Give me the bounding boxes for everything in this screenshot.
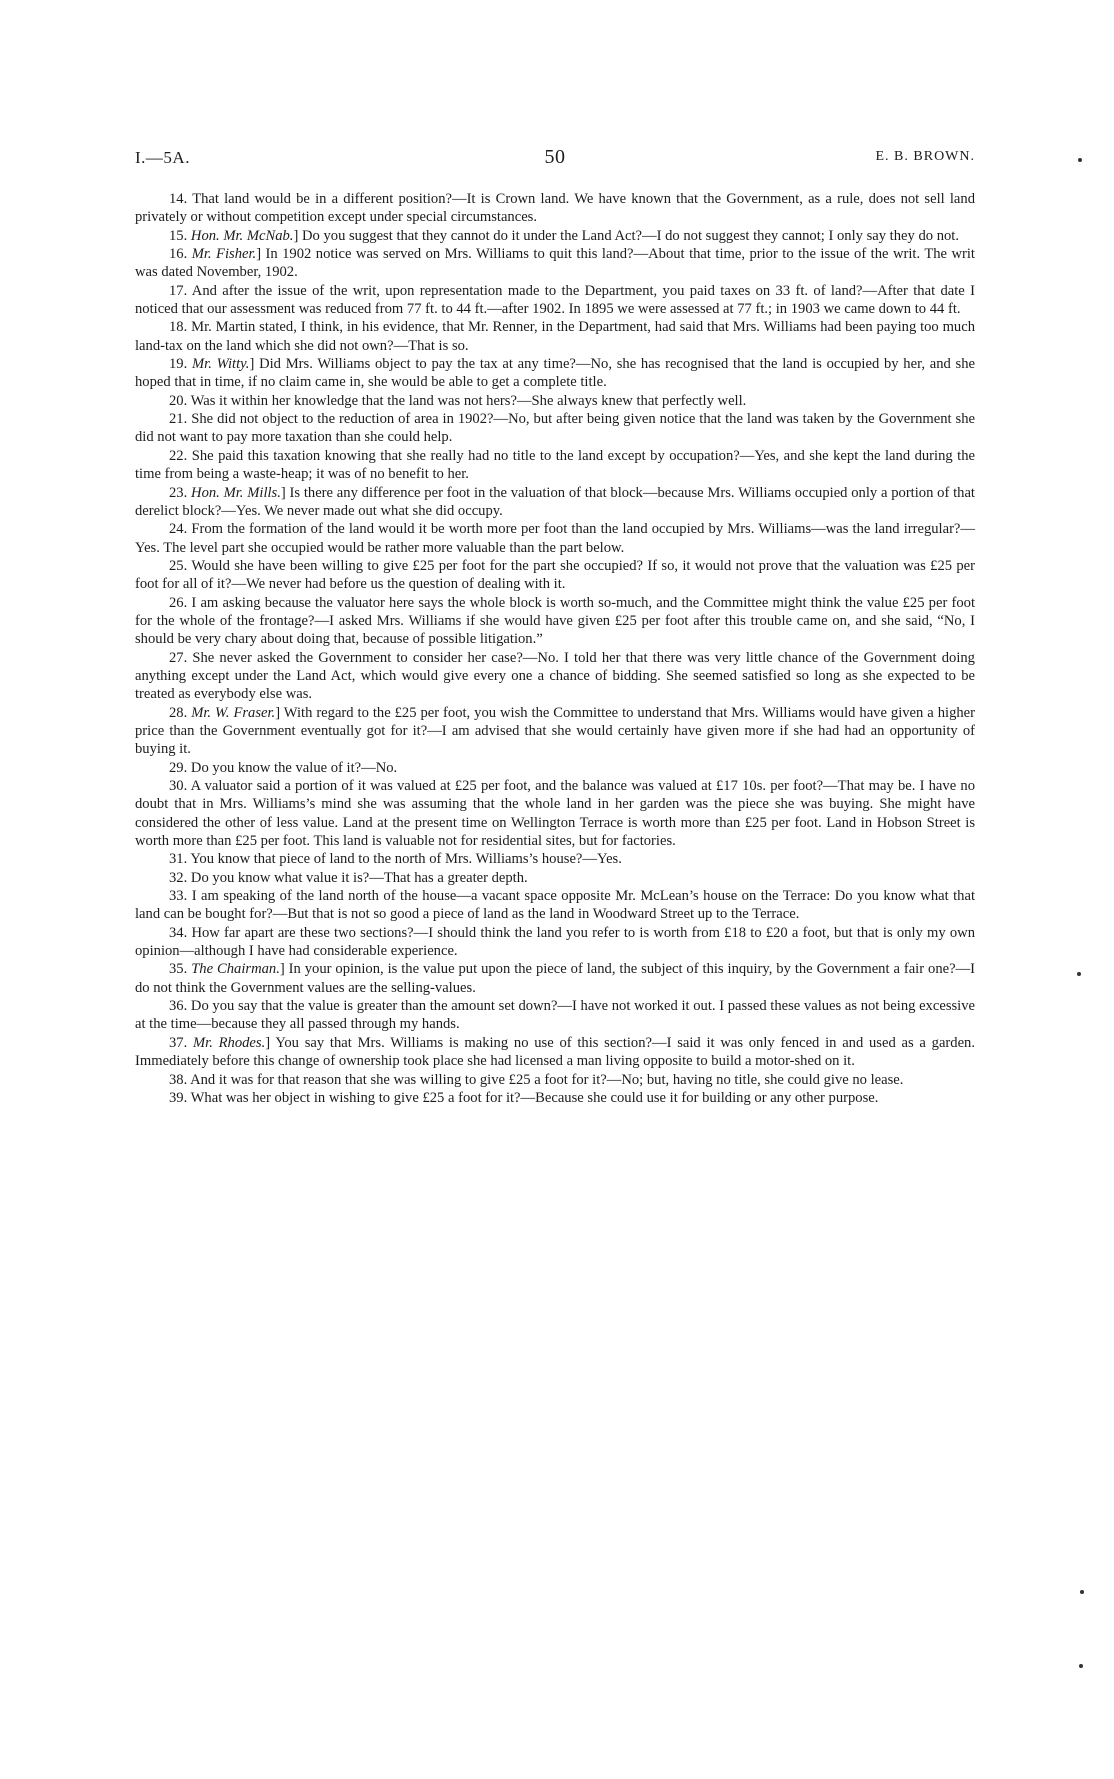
- paragraph-33: [135, 887, 975, 924]
- speaker-name: Mr. Fisher.: [191, 246, 257, 263]
- paragraph-text: Would she have been willing to give £25 per foot for the part she occupied? If so, it would not prove that the valuation was £25 per foot for all of it?—We never had before us the question of dealing with it.: [135, 557, 976, 593]
- paragraph-text: How far apart are these two sections?—I should think the land you refer to is worth from £18 to £20 a foot, but that is only my own opinion—although I have had considerable experience.: [135, 924, 975, 960]
- question-number: 31.: [169, 851, 188, 868]
- page-header: [135, 148, 975, 172]
- paragraph-20: [135, 392, 975, 410]
- paragraph-text: And it was for that reason that she was willing to give £25 a foot for it?—No; but, having no title, she could give no lease.: [190, 1071, 904, 1088]
- question-number: 25.: [169, 557, 188, 574]
- paragraph-text: In your opinion, is the value put upon the piece of land, the subject of this inquiry, by the Government a fair one?—I do not think the Government values are the selling-values.: [135, 961, 976, 996]
- paragraph-15: 15. Hon. Mr. McNab.] Do you suggest that they cannot do it under the Land Act?—I do not suggest they cannot; I only say they do not.: [169, 227, 959, 244]
- question-number: 32.: [169, 869, 188, 886]
- paragraph-text: That land would be in a different position?—It is Crown land. We have known that the Government, as a rule, does not sell land privately or without competition except under special circumstances.: [135, 191, 975, 226]
- question-number: 34.: [169, 924, 188, 941]
- page-number: 50: [544, 146, 566, 168]
- paragraph-26: [135, 594, 975, 649]
- speaker-name: Hon. Mr. Mills.: [191, 484, 281, 501]
- margin-speck: [1078, 158, 1082, 162]
- question-number: 37.: [169, 1034, 188, 1051]
- question-number: 26.: [169, 594, 188, 611]
- speaker-name: Mr. W. Fraser.: [191, 704, 276, 721]
- paper-reference: I.—5A.: [135, 148, 190, 167]
- question-number: 15.: [169, 227, 188, 244]
- question-number: 21.: [169, 411, 188, 428]
- question-number: 17.: [169, 282, 188, 299]
- paragraph-text: What was her object in wishing to give £25 a foot for it?—Because she could use it for building or any other purpose.: [190, 1089, 879, 1106]
- paragraph-39: [135, 1089, 975, 1107]
- speaker-name: Mr. Witty.: [192, 356, 250, 373]
- question-number: 38.: [169, 1071, 188, 1088]
- question-number: 22.: [169, 447, 188, 464]
- paragraph-38: [135, 1071, 975, 1089]
- question-number: 33.: [169, 888, 188, 905]
- paragraph-35: 35. The Chairman.] In your opinion, is the value put upon the piece of land, the subject of this inquiry, by the Government a fair one?—I do not think the Government values are the selling-values.: [135, 961, 976, 996]
- margin-speck: [1079, 1664, 1083, 1668]
- question-number: 23.: [169, 484, 188, 501]
- paragraph-text: She never asked the Government to consider her case?—No. I told her that there was very little chance of the Government doing anything except under the Land Act, which would give every one a chance of bidding. She seemed satisfied so long as she expected to be treated as everybody else was.: [135, 649, 975, 703]
- paragraph-text: She did not object to the reduction of area in 1902?—No, but after being given notice that the land was taken by the Government she did not want to pay more taxation than she could help.: [135, 411, 975, 446]
- document-body: [135, 190, 975, 1107]
- margin-speck: [1077, 972, 1081, 976]
- paragraph-text: Do you know what value it is?—That has a greater depth.: [190, 869, 528, 886]
- question-number: 29.: [169, 759, 188, 776]
- paragraph-31: [135, 850, 975, 868]
- question-number: 24.: [169, 521, 188, 538]
- paragraph-text: A valuator said a portion of it was valued at £25 per foot, and the balance was valued at £17 10s. per foot?—That may be. I have no doubt that in Mrs. Williams’s mind she was assuming that the whole land in her garden was the piece she was buying. She might have considered the other of less value. Land at the present time on Wellington Terrace is worth more than £25 per foot. Land in Hobson Street is worth more than £25 per foot. This land is valuable not for residential sites, but for factories.: [135, 778, 975, 850]
- paragraph-text: She paid this taxation knowing that she really had no title to the land except by occupation?—Yes, and she kept the land during the time from being a waste-heap; it was of no benefit to her.: [135, 447, 975, 483]
- speaker-name: The Chairman.: [191, 961, 280, 978]
- paragraph-text: Do you suggest that they cannot do it under the Land Act?—I do not suggest they cannot; I only say they do not.: [301, 227, 959, 244]
- paragraph-text: And after the issue of the writ, upon representation made to the Department, you paid taxes on 33 ft. of land?—After that date I noticed that our assessment was reduced from 77 ft. to 44 ft.—after 1902. In 1895 we were assessed at 77 ft.; in 1903 we came down to 44 ft.: [135, 282, 975, 318]
- paragraph-text: You say that Mrs. Williams is making no use of this section?—I said it was only fenced in and used as a garden. Immediately before this change of ownership took place she had licensed a man living opposite to build a motor-shed on it.: [135, 1034, 976, 1070]
- question-number: 14.: [169, 191, 188, 207]
- paragraph-28: 28. Mr. W. Fraser.] With regard to the £25 per foot, you wish the Committee to understand that Mrs. Williams would have given a higher price than the Government eventually got for it?—I am advised that she would certainly have given more if she had had an opportunity of buying it.: [135, 704, 975, 758]
- paragraph-text: Do you know the value of it?—No.: [190, 759, 398, 776]
- question-number: 36.: [169, 998, 188, 1015]
- paragraph-text: Was it within her knowledge that the land was not hers?—She always knew that perfectly well.: [190, 392, 747, 409]
- speaker-name: Hon. Mr. McNab.: [190, 227, 294, 244]
- paragraph-36: [135, 997, 975, 1034]
- paragraph-17: [135, 282, 975, 319]
- paragraph-text: I am speaking of the land north of the house—a vacant space opposite Mr. McLean’s house on the Terrace: Do you know what that land can be bought for?—But that is not so good a piece of land as the land in Woodward Street up to the Terrace.: [135, 888, 975, 923]
- paragraph-text: In 1902 notice was served on Mrs. Williams to quit this land?—About that time, prior to the issue of the writ. The writ was dated November, 1902.: [135, 246, 975, 281]
- paragraph-22: [135, 447, 975, 484]
- question-number: 18.: [169, 319, 188, 336]
- paragraph-14: [135, 190, 975, 227]
- paragraph-text: Did Mrs. Williams object to pay the tax at any time?—No, she has recognised that the land is occupied by her, and she hoped that in time, if no claim came in, she would be able to get a complete title.: [135, 356, 976, 391]
- paragraph-16: 16. Mr. Fisher.] In 1902 notice was served on Mrs. Williams to quit this land?—About that time, prior to the issue of the writ. The writ was dated November, 1902.: [135, 246, 975, 281]
- paragraph-37: 37. Mr. Rhodes.] You say that Mrs. Williams is making no use of this section?—I said it was only fenced in and used as a garden. Immediately before this change of ownership took place she had licensed a man living opposite to build a motor-shed on it.: [135, 1034, 976, 1070]
- paragraph-23: 23. Hon. Mr. Mills.] Is there any difference per foot in the valuation of that block—because Mrs. Williams occupied only a portion of that derelict block?—Yes. We never made out what she did occupy.: [135, 484, 975, 519]
- paragraph-text: I am asking because the valuator here says the whole block is worth so-much, and the Committee might think the value £25 per foot for the whole of the frontage?—I asked Mrs. Williams if she would have given £25 per foot after this trouble came on, and she said, “No, I should be very chary about doing that, because of possible litigation.”: [135, 594, 975, 648]
- question-number: 30.: [169, 778, 188, 794]
- paragraph-21: [135, 410, 975, 447]
- paragraph-24: [135, 520, 975, 557]
- question-number: 20.: [169, 392, 188, 409]
- question-number: 28.: [169, 704, 188, 721]
- witness-name: E. B. BROWN.: [875, 149, 975, 164]
- question-number: 16.: [169, 246, 188, 263]
- paragraph-32: [135, 869, 975, 887]
- paragraph-18: [135, 318, 975, 355]
- paragraph-29: [135, 759, 975, 777]
- paragraph-34: [135, 924, 975, 961]
- speaker-name: Mr. Rhodes.: [193, 1034, 266, 1051]
- paragraph-text: From the formation of the land would it be worth more per foot than the land occupied by Mrs. Williams—was the land irregular?—Yes. The level part she occupied would be rather more valuable than the part below.: [135, 521, 975, 556]
- paragraph-text: Do you say that the value is greater than the amount set down?—I have not worked it out. I passed these values as not being excessive at the time—because they all passed through my hands.: [135, 998, 976, 1033]
- margin-speck: [1080, 1590, 1084, 1594]
- paragraph-30: [135, 777, 975, 850]
- paragraph-text: Mr. Martin stated, I think, in his evidence, that Mr. Renner, in the Department, had said that Mrs. Williams had been paying too much land-tax on the land which she did not own?—That is so.: [135, 319, 975, 354]
- question-number: 19.: [169, 356, 188, 373]
- question-number: 35.: [169, 961, 188, 978]
- paragraph-text: You know that piece of land to the north of Mrs. Williams’s house?—Yes.: [190, 851, 622, 868]
- paragraph-text: Is there any difference per foot in the valuation of that block—because Mrs. Williams occupied only a portion of that derelict block?—Yes. We never made out what she did occupy.: [135, 484, 975, 519]
- paragraph-text: With regard to the £25 per foot, you wish the Committee to understand that Mrs. Williams would have given a higher price than the Government eventually got for it?—I am advised that she would certainly have given more if she had had an opportunity of buying it.: [135, 704, 975, 758]
- paragraph-25: [135, 557, 975, 594]
- question-number: 39.: [169, 1089, 188, 1106]
- paragraph-27: [135, 649, 975, 704]
- paragraph-19: 19. Mr. Witty.] Did Mrs. Williams object to pay the tax at any time?—No, she has recognised that the land is occupied by her, and she hoped that in time, if no claim came in, she would be able to get a complete title.: [135, 356, 976, 391]
- question-number: 27.: [169, 649, 188, 666]
